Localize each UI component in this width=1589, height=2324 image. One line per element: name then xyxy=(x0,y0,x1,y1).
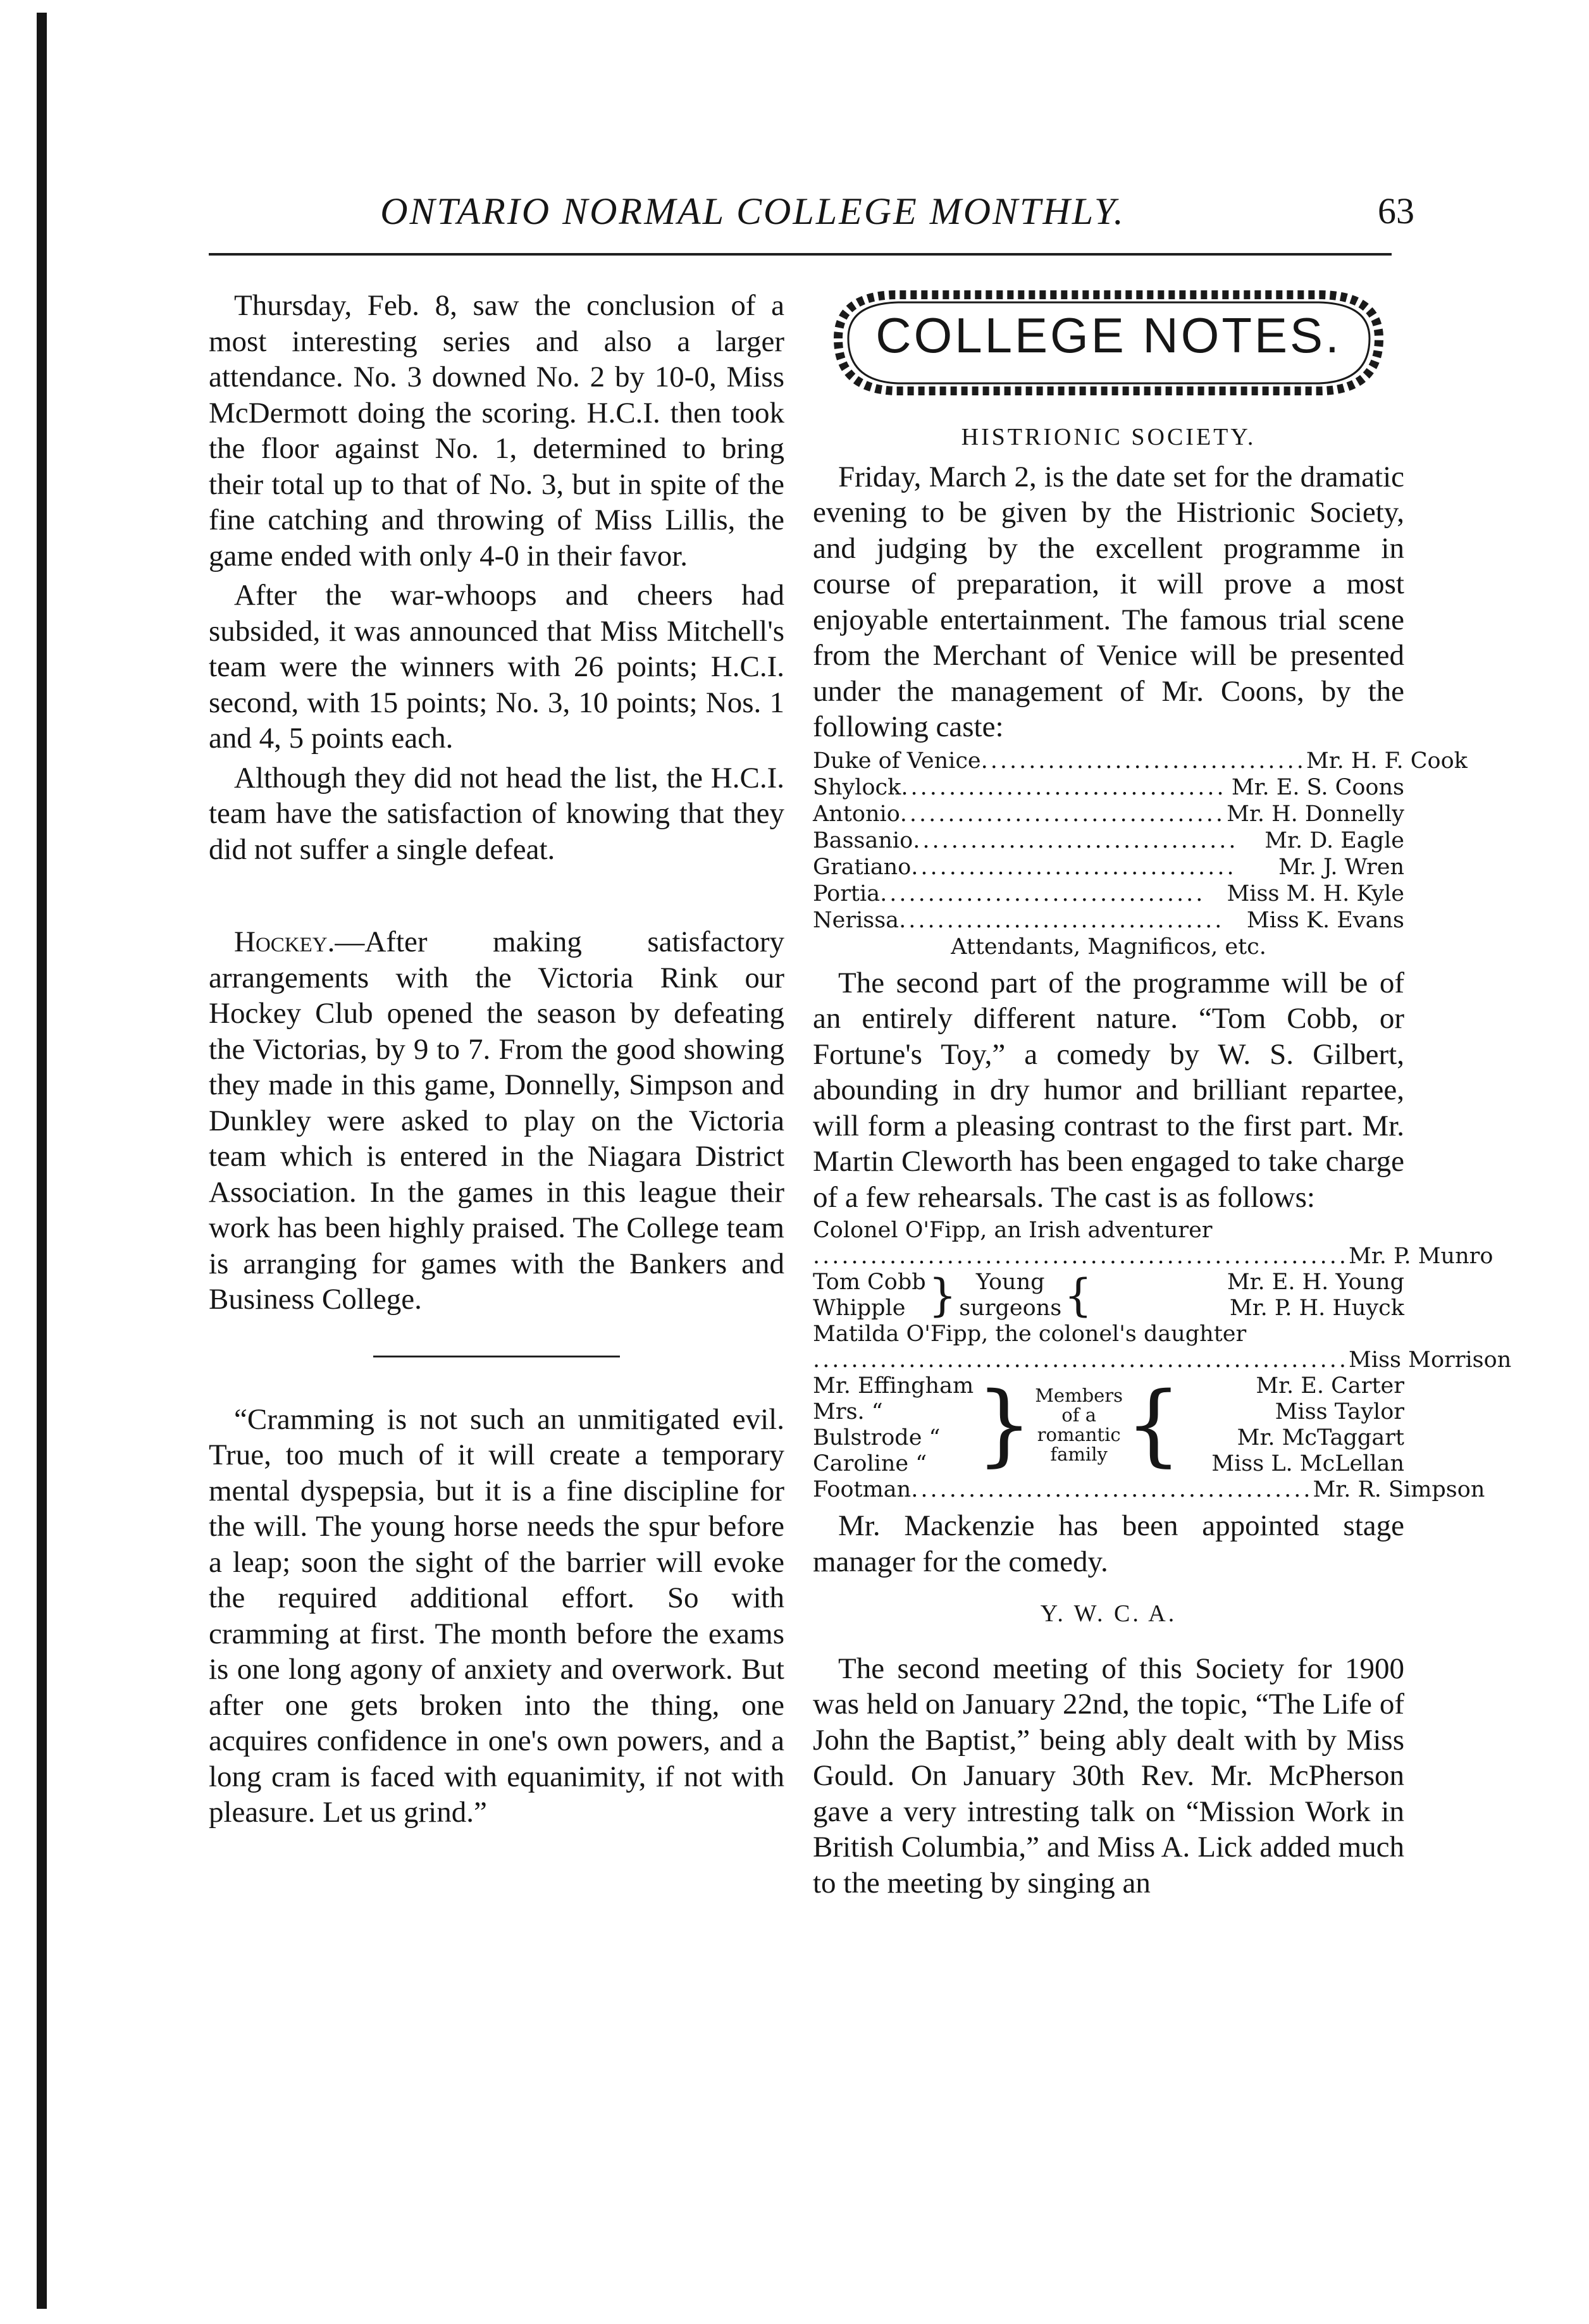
group-actors xyxy=(1095,1270,1404,1321)
cast-role: Footman xyxy=(813,1477,912,1502)
character-name: Tom Cobb xyxy=(813,1270,926,1295)
college-notes-title: COLLEGE NOTES. xyxy=(875,307,1342,363)
character-name: Mrs. “ xyxy=(813,1399,883,1425)
cramming-quote: “Cramming is not such an unmitigated evil. True, too much of it will create a temporary mental dyspepsia, but it is a fine discipline for the will. The young horse needs the spur before a leap; soon the sight of the barrier will evoke the required additional effort. So with cramming at first. The month before the exams is one long agony of anxiety and overwork. But after one gets broken into the thing, one acquires confidence in one's own powers, and a long cram is faced with equanimity, if not with pleasure. Let us grind.” xyxy=(209,1402,784,1829)
character-name: Mr. Effingham xyxy=(813,1373,974,1399)
cast-actor: Mr. R. Simpson xyxy=(1313,1477,1485,1502)
matilda-actor: Miss Morrison xyxy=(1349,1347,1512,1373)
cast-row xyxy=(813,748,1468,774)
left-brace-icon: { xyxy=(1064,1270,1092,1321)
group-label-line: surgeons xyxy=(959,1295,1062,1321)
cast-row xyxy=(813,854,1404,881)
group-names xyxy=(813,1270,926,1321)
paragraph-feb-8: Thursday, Feb. 8, saw the conclusion of a most interesting series and also a larger attendance. No. 3 downed No. 2 by 10-0, Miss McDermott doing the scoring. H.C.I. then took the floor against No. 1, determined to bring their total up to that of No. 3, but in spite of the fine catching and throwing of Miss Lillis, the game ended with only 4-0 in their favor. xyxy=(209,289,784,572)
spacer xyxy=(209,867,784,924)
group-names xyxy=(813,1373,974,1477)
group-label-line: romantic xyxy=(1037,1424,1121,1445)
matilda-role: Matilda O'Fipp, the colonel's daughter xyxy=(813,1321,1247,1347)
character-name: Whipple xyxy=(813,1295,906,1321)
histrionic-intro: Friday, March 2, is the date set for the dramatic evening to be given by the Histrionic Society, and judging by the excellent programme in course of preparation, it will prove a most enjoyable entertainment. The famous trial scene from the Merchant of Venice will be presented under the management of Mr. Coons, by the following caste: xyxy=(813,460,1404,743)
cast-role: Antonio xyxy=(813,801,900,827)
cast-role: Portia xyxy=(813,881,881,906)
page-binding-edge xyxy=(37,13,47,2309)
cast-role: Nerissa xyxy=(813,907,900,933)
right-column xyxy=(813,278,1512,1901)
cast-row xyxy=(813,881,1404,907)
histrionic-heading: HISTRIONIC SOCIETY. xyxy=(961,424,1256,450)
page-number: 63 xyxy=(1378,190,1414,232)
paragraph-results: After the war-whoops and cheers had subsided, it was announced that Miss Mitchell's team were the winners with 26 points; H.C.I. second, with 15 points; No. 3, 10 points; Nos. 1 and 4, 5 points each. xyxy=(209,579,784,755)
actor-name: Mr. McTaggart xyxy=(1237,1425,1404,1450)
character-name: Caroline “ xyxy=(813,1451,927,1476)
group-label-line: of a xyxy=(1061,1404,1096,1426)
leader-dots: .................................. xyxy=(980,748,1306,774)
tom-cobb-cast-list xyxy=(813,1218,1512,1503)
cast-role: Bassanio xyxy=(813,827,913,853)
cast-row xyxy=(813,1477,1485,1503)
cast-role: Shylock xyxy=(813,774,901,800)
leader-dots: .......................................... xyxy=(911,1477,1313,1502)
actor-name: Mr. P. H. Huyck xyxy=(1229,1295,1404,1321)
running-title: ONTARIO NORMAL COLLEGE MONTHLY. xyxy=(380,190,1125,232)
cast-role: Gratiano xyxy=(813,854,912,880)
header-rule xyxy=(209,253,1392,256)
cast-actor: Mr. D. Eagle xyxy=(1264,827,1404,853)
cast-actor: Mr. H. Donnelly xyxy=(1227,801,1404,827)
actor-name: Miss L. McLellan xyxy=(1211,1451,1404,1476)
young-surgeons-group xyxy=(813,1270,1404,1321)
leader-dots: .................................. xyxy=(900,801,1226,827)
merchant-cast-list xyxy=(813,748,1468,960)
colonel-actor: Mr. P. Munro xyxy=(1349,1244,1493,1269)
group-label xyxy=(959,1270,1061,1321)
right-brace-icon: } xyxy=(976,1373,1033,1476)
hockey-text: —After making satisfactory arrangements with the Victoria Rink our Hockey Club opened the season by defeating the Victorias, by 9 to 7. From the good showing they made in this game, Donnelly, Simpson and Dunkley were asked to play on the Victoria team which is entered in the Niagara District Association. In the games in this league their work has been highly praised. The College team is arranging for games with the Bankers and Business College. xyxy=(209,925,784,1316)
right-brace-icon: } xyxy=(928,1270,957,1321)
leader-dots: .................................. xyxy=(899,907,1225,933)
cast-actor: Mr. E. S. Coons xyxy=(1231,774,1404,800)
leader-dots: .................................. xyxy=(880,881,1206,906)
ywca-paragraph: The second meeting of this Society for 1900 was held on January 22nd, the topic, “The Life of John the Baptist,” being ably dealt with by Miss Gould. On January 30th Rev. Mr. McPherson gave a very intresting talk on “Mission Work in British Columbia,” and Miss A. Lick added much to the meeting by singing an xyxy=(813,1652,1404,1900)
cast-row xyxy=(813,1347,1512,1373)
actor-name: Mr. E. Carter xyxy=(1256,1373,1404,1399)
colonel-role: Colonel O'Fipp, an Irish adventurer xyxy=(813,1218,1213,1243)
romantic-family-group xyxy=(813,1373,1404,1477)
cast-actor: Miss K. Evans xyxy=(1246,907,1404,933)
group-label-line: family xyxy=(1050,1443,1108,1465)
cast-row xyxy=(813,774,1404,801)
leader-dots: .................................. xyxy=(911,854,1237,880)
hockey-paragraph xyxy=(209,924,784,1318)
group-label-line: Young xyxy=(975,1270,1045,1295)
actor-name: Mr. E. H. Young xyxy=(1227,1270,1404,1295)
group-label xyxy=(1035,1386,1123,1464)
paragraph-hci: Although they did not head the list, the H.C.I. team have the satisfaction of knowing that they did not suffer a single defeat. xyxy=(209,761,784,866)
cast-actor: Mr. J. Wren xyxy=(1278,854,1404,880)
second-part-paragraph: The second part of the programme will be of an entirely different nature. “Tom Cobb, or Fortune's Toy,” a comedy by W. S. Gilbert, abounding in dry humor and brilliant repartee, will form a pleasing contrast to the first part. Mr. Martin Cleworth has been engaged to take charge of a few rehearsals. The cast is as follows: xyxy=(813,966,1404,1214)
cast-row xyxy=(813,1244,1493,1270)
group-label-line: Members xyxy=(1035,1385,1123,1406)
cast-row xyxy=(813,801,1404,827)
left-column xyxy=(209,288,784,1831)
group-actors xyxy=(1184,1373,1404,1477)
leader-dots: ........................................................ xyxy=(813,1347,1349,1373)
cast-actor: Mr. H. F. Cook xyxy=(1306,748,1468,774)
cast-actor: Miss M. H. Kyle xyxy=(1227,881,1404,906)
left-brace-icon: { xyxy=(1125,1373,1182,1476)
cast-row xyxy=(813,827,1404,854)
college-notes-banner xyxy=(813,278,1404,414)
cast-row xyxy=(813,907,1404,934)
leader-dots: .................................. xyxy=(901,774,1227,800)
character-name: Bulstrode “ xyxy=(813,1425,941,1450)
leader-dots: ........................................................ xyxy=(813,1244,1349,1269)
attendants-line: Attendants, Magnificos, etc. xyxy=(951,934,1266,960)
actor-name: Miss Taylor xyxy=(1275,1399,1404,1425)
leader-dots: .................................. xyxy=(913,827,1239,853)
ywca-heading: Y. W. C. A. xyxy=(1040,1600,1177,1627)
stage-manager-paragraph: Mr. Mackenzie has been appointed stage manager for the comedy. xyxy=(813,1509,1404,1578)
cast-role: Duke of Venice xyxy=(813,748,981,774)
hockey-lead: Hockey. xyxy=(234,925,335,958)
section-divider xyxy=(373,1356,620,1357)
